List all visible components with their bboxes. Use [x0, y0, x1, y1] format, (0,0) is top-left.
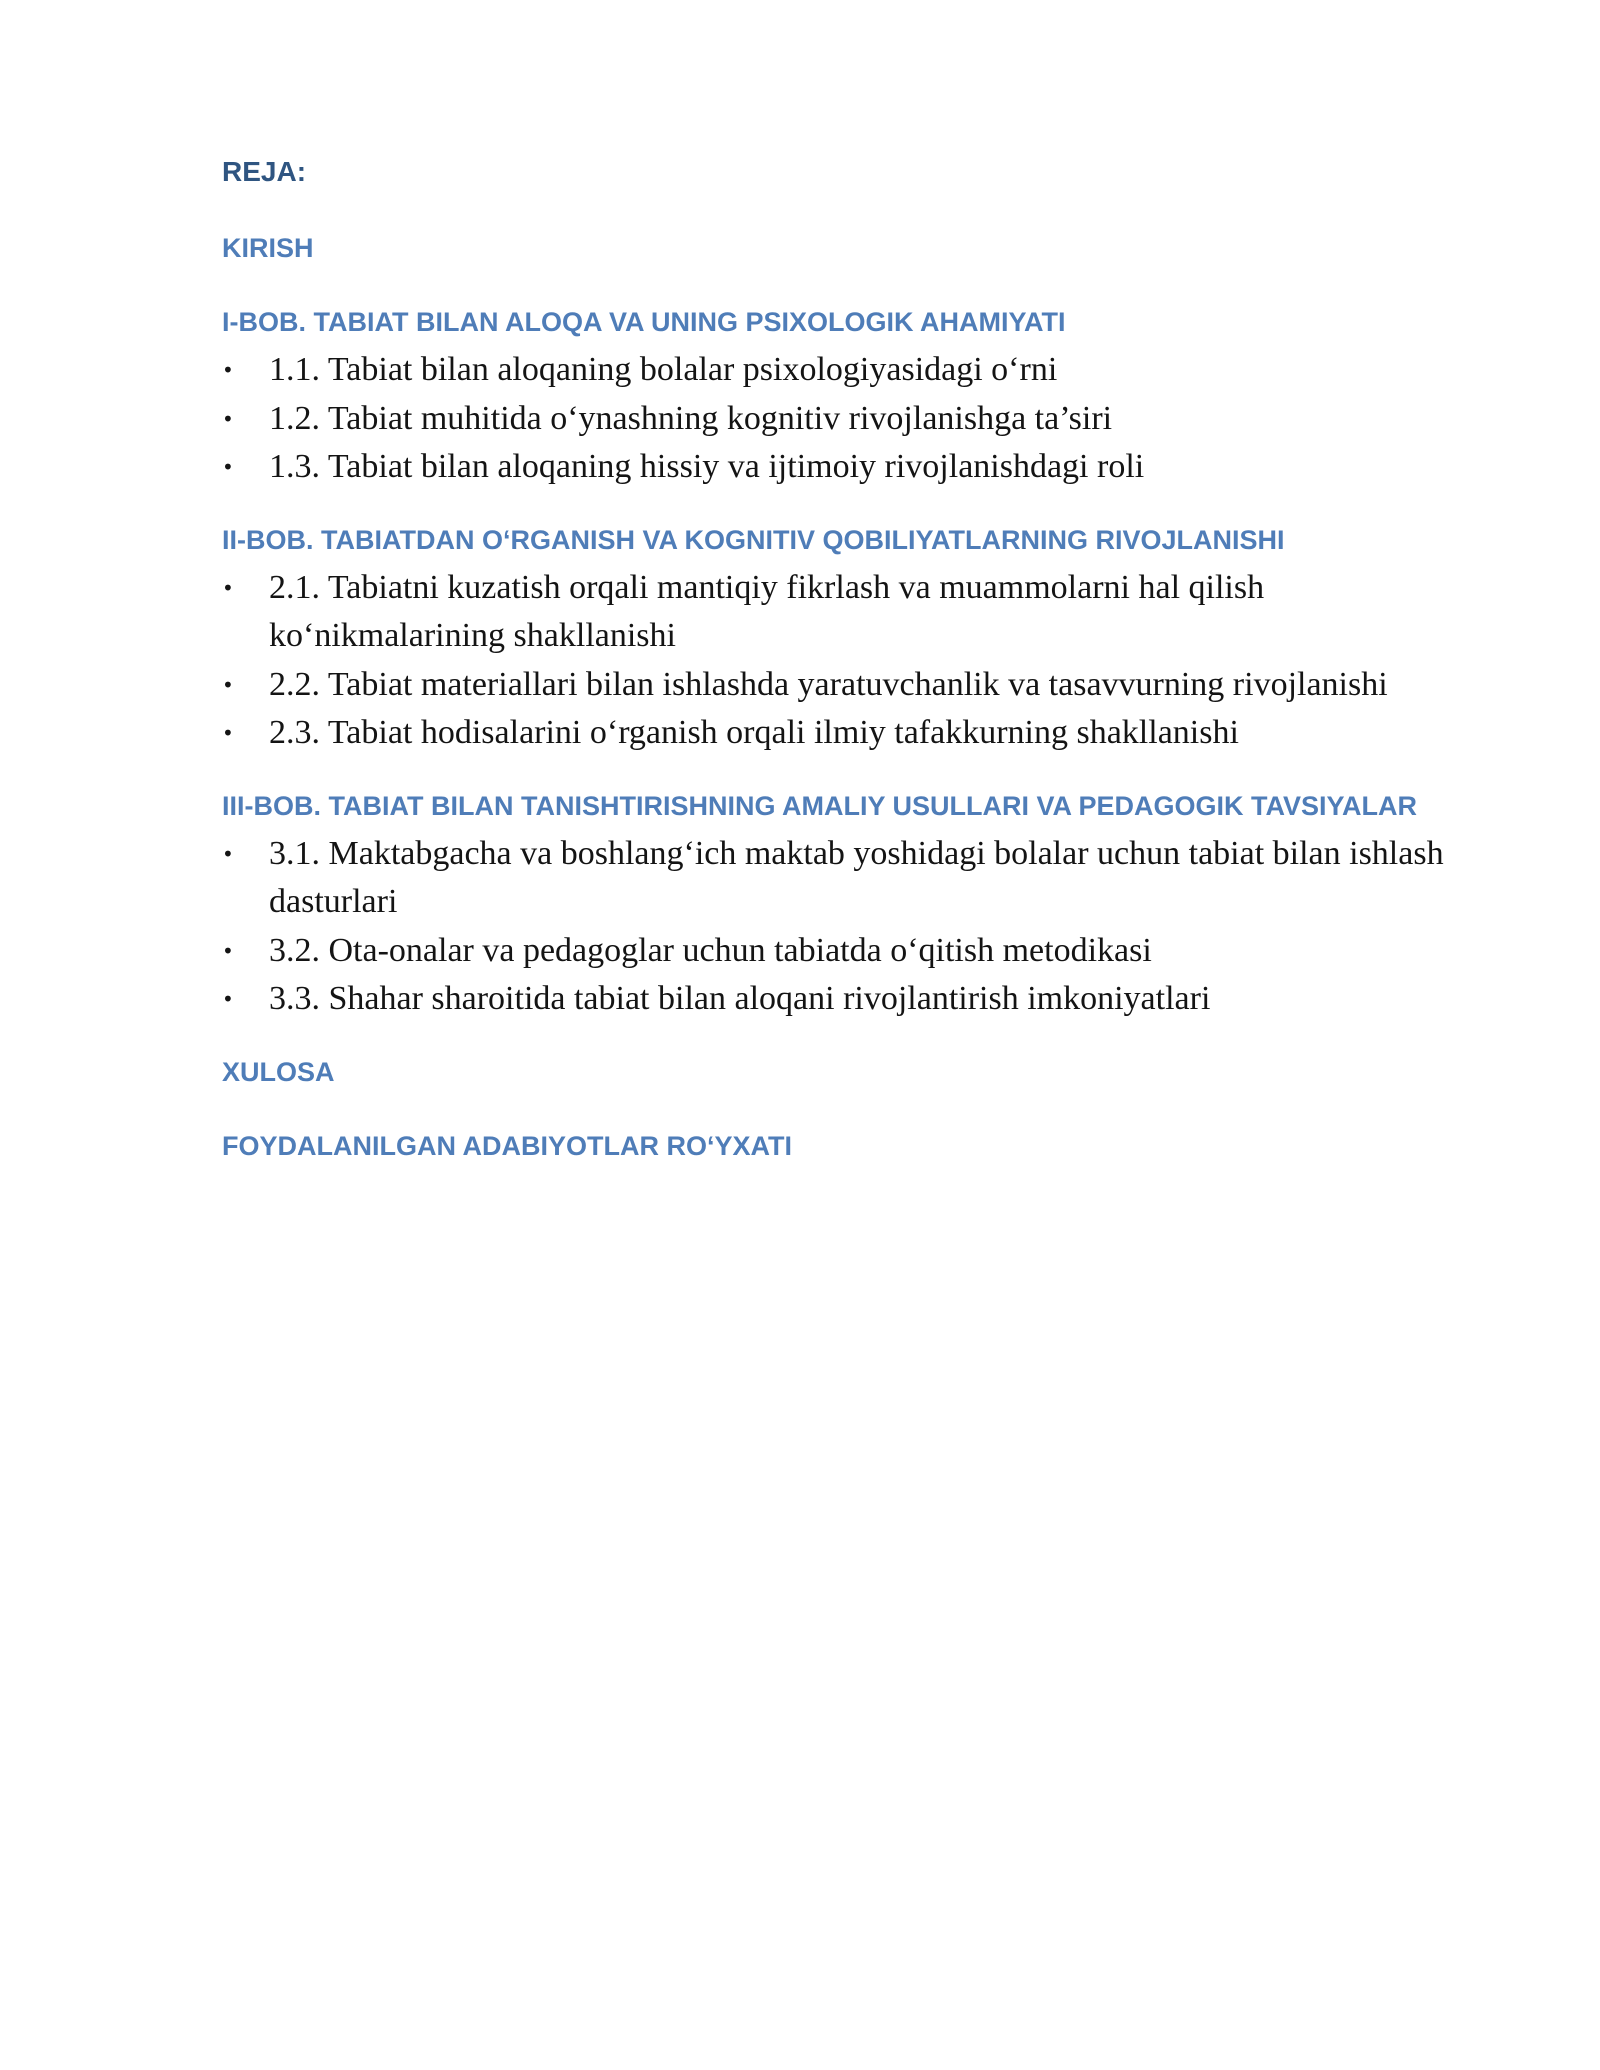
- list-item-text: 2.1. Tabiatni kuzatish orqali mantiqiy fikrlash va muammolarni hal qilish ko‘nikmalarining shakllanishi: [269, 568, 1265, 654]
- page-title: REJA:: [222, 156, 307, 187]
- list-item-text: 2.2. Tabiat materiallari bilan ishlashda yaratuvchanlik va tasavvurning rivojlanishi: [269, 665, 1388, 703]
- references-heading: FOYDALANILGAN ADABIYOTLAR RO‘YXATI: [222, 1130, 792, 1161]
- chapter-item-list: [222, 830, 1482, 1024]
- chapter-section: [222, 782, 1482, 1024]
- list-item-text: 1.1. Tabiat bilan aloqaning bolalar psixologiyasidagi o‘rni: [269, 351, 1058, 388]
- list-item: [222, 346, 1482, 395]
- list-item-text: 1.3. Tabiat bilan aloqaning hissiy va ijtimoiy rivojlanishdagi roli: [269, 448, 1145, 485]
- list-item-text: 3.2. Ota-onalar va pedagoglar uchun tabiatda o‘qitish metodikasi: [269, 931, 1152, 969]
- list-item: [222, 975, 1482, 1024]
- chapter-item-list: [222, 346, 1482, 492]
- list-item: [222, 395, 1482, 444]
- list-item: [222, 443, 1482, 492]
- bullet-icon: •: [222, 455, 234, 479]
- bullet-icon: •: [222, 672, 234, 697]
- conclusion-heading: XULOSA: [222, 1056, 335, 1087]
- bullet-icon: •: [222, 575, 234, 600]
- bullet-icon: •: [222, 987, 234, 1011]
- chapter-item-list: [222, 564, 1482, 758]
- chapter-heading: II-BOB. TABIATDAN O‘RGANISH VA KOGNITIV QOBILIYATLARNING RIVOJLANISHI: [222, 524, 1285, 555]
- chapter-heading: III-BOB. TABIAT BILAN TANISHTIRISHNING AMALIY USULLARI VA PEDAGOGIK TAVSIYALAR: [222, 790, 1418, 821]
- chapter-heading: I-BOB. TABIAT BILAN ALOQA VA UNING PSIXOLOGIK AHAMIYATI: [222, 307, 1066, 337]
- list-item: [222, 830, 1482, 927]
- list-item: [222, 564, 1482, 661]
- list-item-text: 3.3. Shahar sharoitida tabiat bilan aloqani rivojlantirish imkoniyatlari: [269, 980, 1211, 1017]
- bullet-icon: •: [222, 358, 234, 382]
- intro-heading: KIRISH: [222, 233, 314, 263]
- chapter-section: [222, 516, 1482, 758]
- list-item: [222, 709, 1482, 758]
- list-item: [222, 661, 1482, 710]
- table-of-contents: [222, 150, 1482, 1170]
- bullet-icon: •: [222, 841, 234, 866]
- bullet-icon: •: [222, 938, 234, 963]
- list-item: [222, 927, 1482, 976]
- list-item-text: 3.1. Maktabgacha va boshlang‘ich maktab yoshidagi bolalar uchun tabiat bilan ishlash dasturlari: [269, 834, 1444, 920]
- bullet-icon: •: [222, 721, 234, 745]
- list-item-text: 2.3. Tabiat hodisalarini o‘rganish orqali ilmiy tafakkurning shakllanishi: [269, 714, 1239, 751]
- bullet-icon: •: [222, 406, 234, 431]
- list-item-text: 1.2. Tabiat muhitida o‘ynashning kognitiv rivojlanishga ta’siri: [269, 399, 1113, 437]
- chapter-section: [222, 298, 1482, 492]
